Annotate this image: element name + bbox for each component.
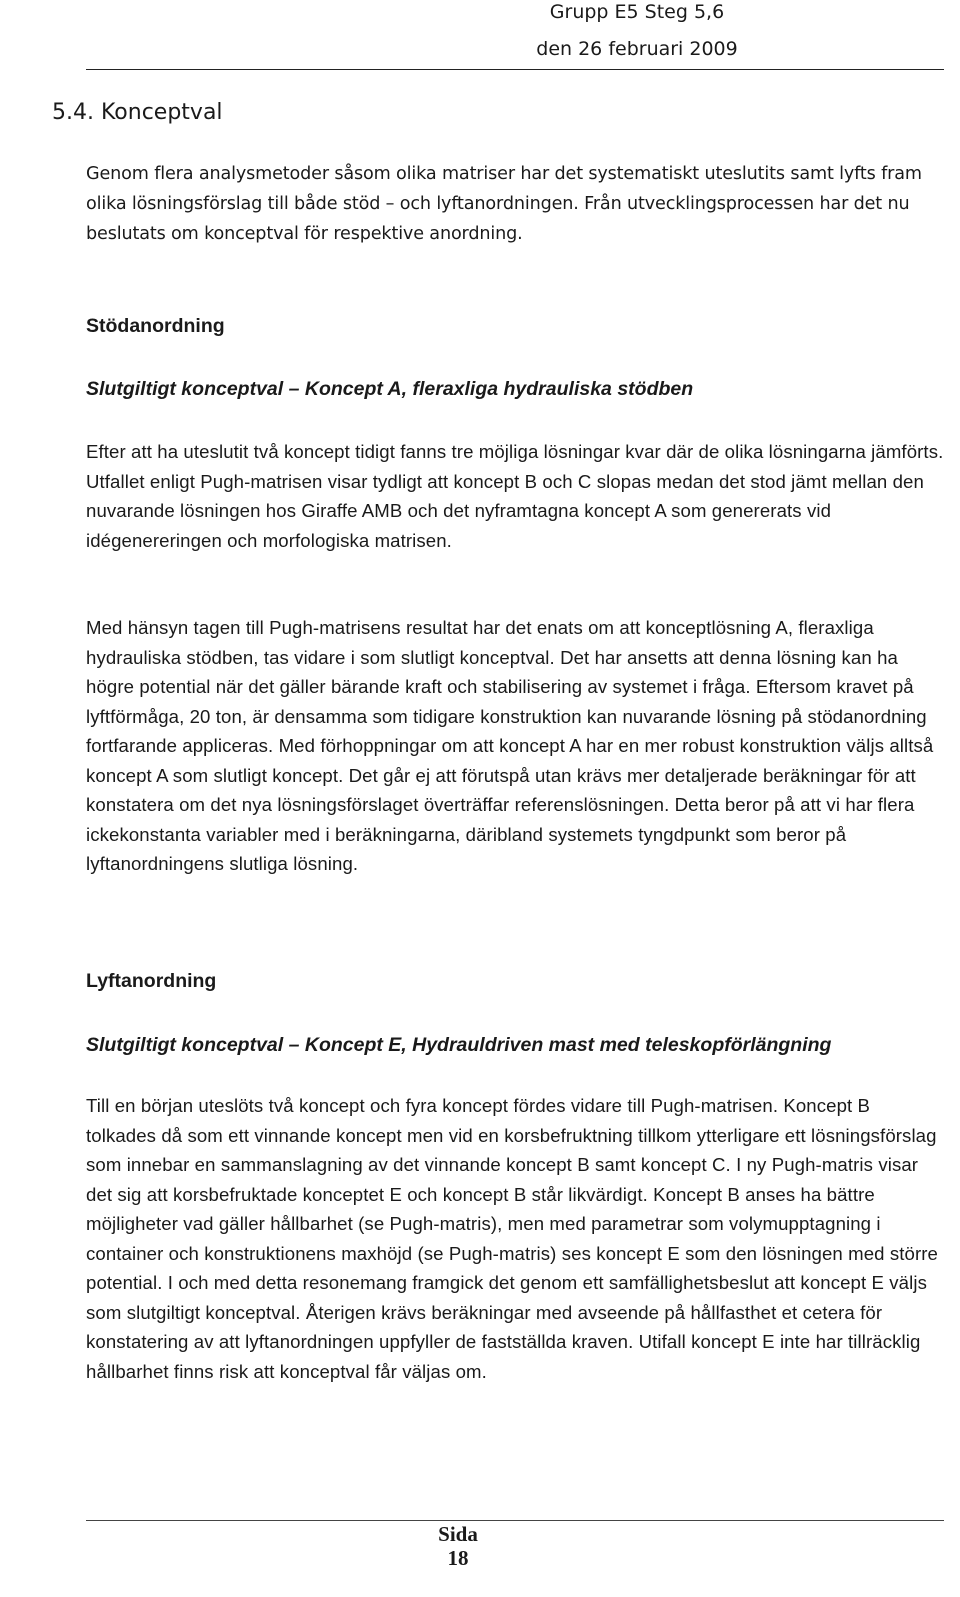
page-number <box>410 1522 506 1570</box>
stod-subheading: Slutgiltigt konceptval – Koncept A, fleraxliga hydrauliska stödben <box>86 378 694 400</box>
footer-rule <box>86 1520 944 1521</box>
page-number-value: 18 <box>447 1546 469 1570</box>
stod-paragraph-1 <box>86 437 944 555</box>
intro-text: Genom flera analysmetoder såsom olika matriser har det systematiskt uteslutits samt lyfts fram olika lösningsförslag till både stöd – och lyftanordningen. Från utvecklingsprocessen har det nu beslutats om konceptval för respektive anordning. <box>86 164 922 244</box>
stod-paragraph-1-text: Efter att ha uteslutit två koncept tidigt fanns tre möjliga lösningar kvar där de olika lösningarna jämförts. Utfallet enligt Pugh-matrisen visar tydligt att koncept B och C slopas medan det stod jämt mellan den nuvarande lösningen hos Giraffe AMB och det nyframtagna koncept A som genererats vid idégenereringen och morfologiska matrisen. <box>86 441 944 551</box>
stod-heading: Stödanordning <box>86 315 225 337</box>
lyft-paragraph-1-text: Till en början uteslöts två koncept och fyra koncept fördes vidare till Pugh-matrisen. Koncept B tolkades då som ett vinnande koncept men vid en korsbefruktning tillkom ytterligare ett lösningsförslag som innebar en sammanslagning av det vinnande koncept B samt koncept C. I ny Pugh-matris visar det sig att korsbefruktade konceptet E och koncept B står likvärdigt. Koncept B anses ha bättre möjligheter vad gäller hållbarhet (se Pugh-matris), men med parametrar som volymupptagning i container och konstruktionens maxhöjd (se Pugh-matris) ses koncept E som den lösningen med större potential. I och med detta resonemang framgick det genom ett samfällighetsbeslut att koncept E väljs som slutgiltigt konceptval. Återigen krävs beräkningar med avseende på hållfasthet et cetera för konstatering av att lyftanordningen uppfyller de fastställda kraven. Utifall koncept E inte har tillräcklig hållbarhet finns risk att konceptval får väljas om. <box>86 1095 939 1382</box>
lyft-subheading: Slutgiltigt konceptval – Koncept E, Hydrauldriven mast med teleskopförlängning <box>86 1034 832 1056</box>
lyft-heading: Lyftanordning <box>86 970 217 992</box>
stod-paragraph-2-text: Med hänsyn tagen till Pugh-matrisens resultat har det enats om att konceptlösning A, fleraxliga hydrauliska stödben, tas vidare i som slutligt konceptval. Det har ansetts att denna lösning kan ha högre potential när det gäller bärande kraft och stabilisering av systemet i fråga. Eftersom kravet på lyftförmåga, 20 ton, är densamma som tidigare konstruktion kan nuvarande lösning på stödanordning fortfarande appliceras. Med förhoppningar om att koncept A har en mer robust konstruktion väljs alltså koncept A som slutligt koncept. Det går ej att förutspå utan krävs mer detaljerade beräkningar för att konstatera om det nya lösningsförslaget överträffar referenslösningen. Detta beror på att vi har flera ickekonstanta variabler med i beräkningarna, däribland systemets tyngdpunkt som beror på lyftanordningens slutliga lösning. <box>86 617 934 874</box>
header-rule <box>86 69 944 70</box>
header-date: den 26 februari 2009 <box>536 38 738 60</box>
stod-paragraph-2 <box>86 613 944 879</box>
section-title: 5.4. Konceptval <box>52 100 223 125</box>
header-group: Grupp E5 Steg 5,6 <box>549 1 725 23</box>
intro-paragraph <box>86 159 944 249</box>
page-label: Sida <box>438 1522 478 1546</box>
lyft-paragraph-1 <box>86 1091 944 1386</box>
